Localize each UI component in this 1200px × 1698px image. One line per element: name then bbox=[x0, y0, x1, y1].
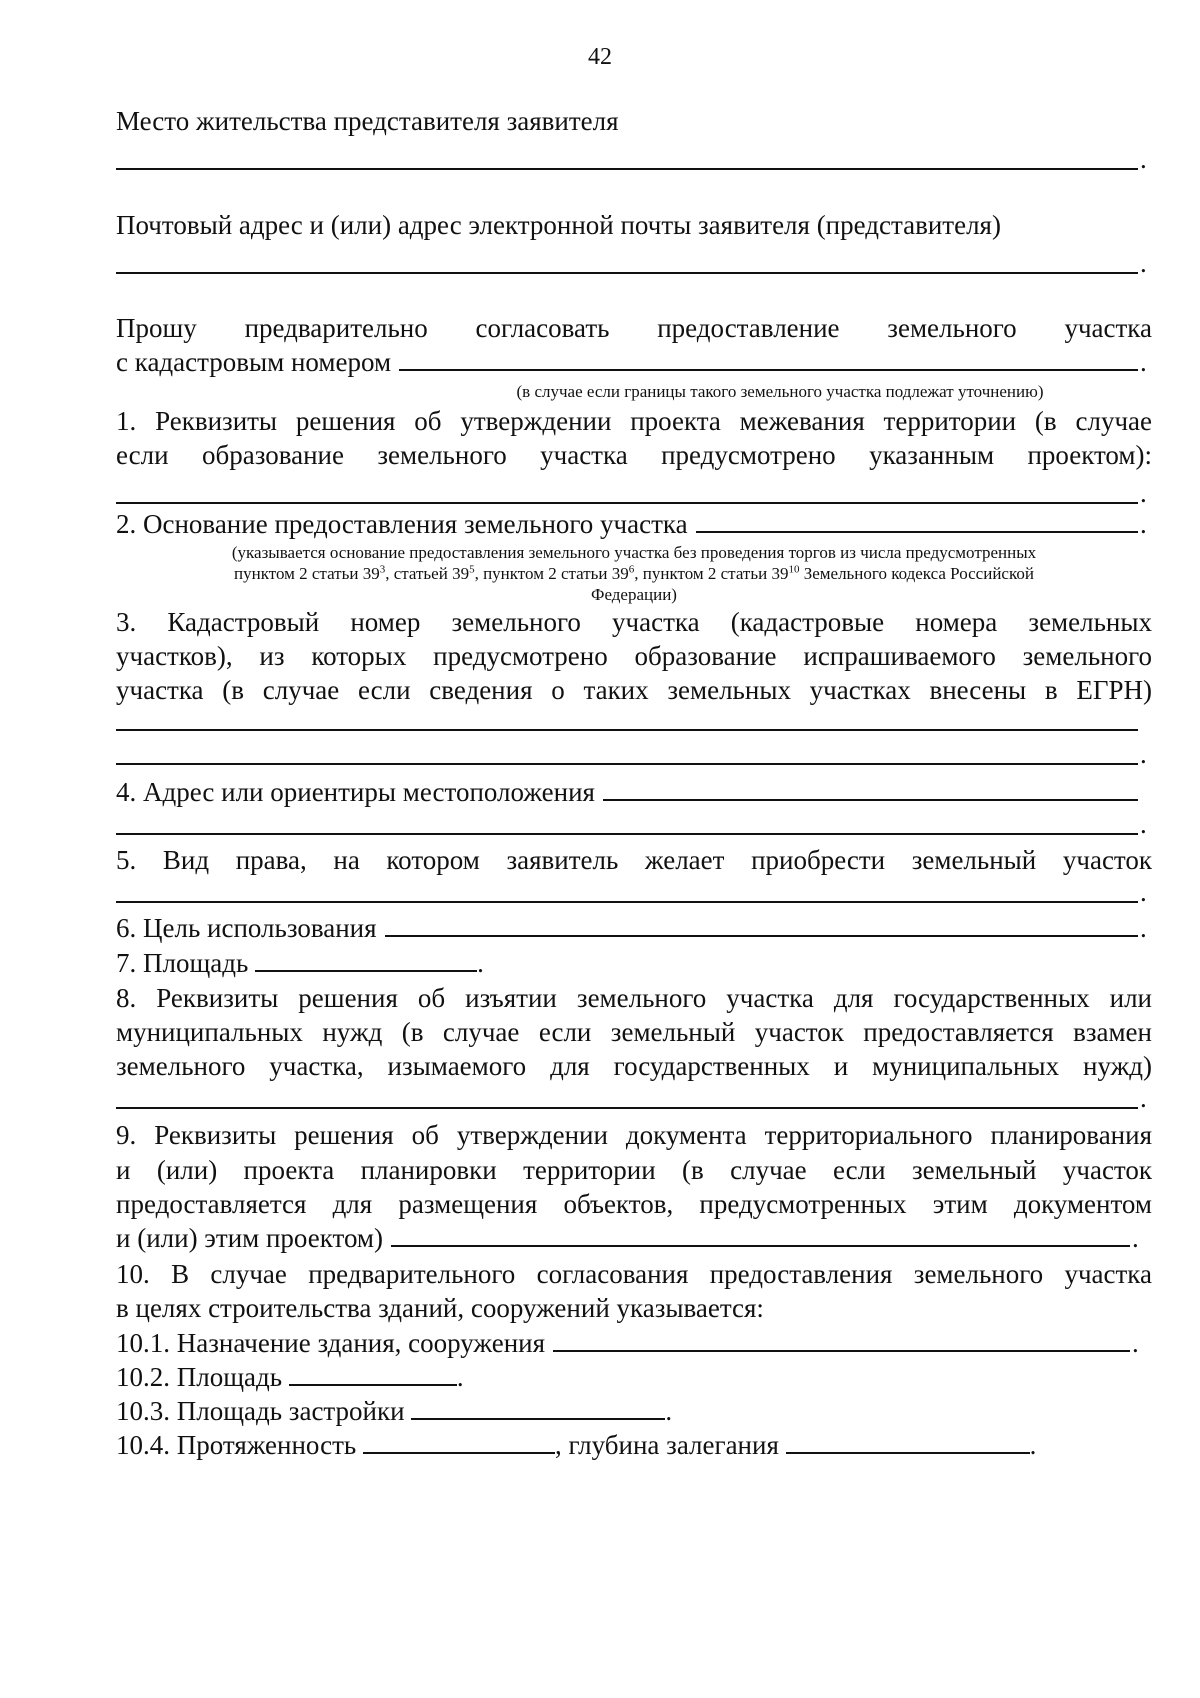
item10-1-row bbox=[116, 1326, 1130, 1360]
page-number: 42 bbox=[588, 44, 612, 70]
postal-address-period: . bbox=[1140, 248, 1147, 278]
item6-field[interactable] bbox=[385, 911, 1138, 937]
cadastral-number-row bbox=[116, 345, 1138, 379]
item1-line-2: если образование земельного участка предусмотрено указанным проектом): bbox=[116, 440, 1152, 470]
cadastral-number-label: с кадастровым номером bbox=[116, 347, 392, 377]
item8-period: . bbox=[1140, 1083, 1147, 1113]
item7-row: 7. Площадь . bbox=[116, 948, 484, 978]
item10-3-row: 10.3. Площадь застройки . bbox=[116, 1396, 673, 1426]
item1-line-1: 1. Реквизиты решения об утверждении проекта межевания территории (в случае bbox=[116, 406, 1152, 436]
item3-line-2: участков), из которых предусмотрено образование испрашиваемого земельного bbox=[116, 641, 1152, 671]
item10-1-label: 10.1. Назначение здания, сооружения bbox=[116, 1328, 546, 1358]
item7-field[interactable] bbox=[255, 946, 477, 972]
item9-field[interactable] bbox=[391, 1221, 1130, 1247]
rep-residence-field[interactable] bbox=[116, 168, 1138, 170]
item10-4-label-length: 10.4. Протяженность bbox=[116, 1430, 357, 1460]
item10-1-period: . bbox=[1132, 1328, 1139, 1358]
item3-field-2[interactable] bbox=[116, 763, 1138, 765]
item10-2-label: 10.2. Площадь bbox=[116, 1362, 283, 1392]
rep-residence-period: . bbox=[1140, 144, 1147, 174]
item4-row bbox=[116, 775, 1138, 809]
cadastral-number-note: (в случае если границы такого земельного участка подлежат уточнению) bbox=[516, 382, 1044, 401]
item6-row bbox=[116, 911, 1138, 945]
item8-line-3: земельного участка, изымаемого для государственных и муниципальных нужд) bbox=[116, 1051, 1152, 1081]
rep-residence-label: Место жительства представителя заявителя bbox=[116, 106, 619, 136]
item8-line-1: 8. Реквизиты решения об изъятии земельного участка для государственных или bbox=[116, 983, 1152, 1013]
cadastral-number-period: . bbox=[1140, 347, 1147, 377]
item5-period: . bbox=[1140, 877, 1147, 907]
item9-row bbox=[116, 1221, 1130, 1255]
item10-line-2: в целях строительства зданий, сооружений указывается: bbox=[116, 1293, 764, 1323]
item10-4-label-depth: , глубина залегания bbox=[554, 1430, 779, 1460]
item2-note-line-3: Федерации) bbox=[591, 585, 677, 604]
item10-4-length-field[interactable] bbox=[363, 1428, 555, 1454]
cadastral-number-field[interactable] bbox=[399, 345, 1138, 371]
postal-address-label: Почтовый адрес и (или) адрес электронной почты заявителя (представителя) bbox=[116, 210, 1001, 240]
item1-period: . bbox=[1140, 478, 1147, 508]
item8-field[interactable] bbox=[116, 1107, 1138, 1109]
item4-period: . bbox=[1140, 809, 1147, 839]
item10-3-field[interactable] bbox=[411, 1394, 665, 1420]
item9-line-1: 9. Реквизиты решения об утверждении документа территориального планирования bbox=[116, 1120, 1152, 1150]
item3-line-1: 3. Кадастровый номер земельного участка (кадастровые номера земельных bbox=[116, 607, 1152, 637]
item10-4-depth-field[interactable] bbox=[786, 1428, 1030, 1454]
item9-line-2: и (или) проекта планировки территории (в случае если земельный участок bbox=[116, 1155, 1152, 1185]
request-line-1: Прошу предварительно согласовать предоставление земельного участка bbox=[116, 313, 1152, 343]
item10-4-row: 10.4. Протяженность , глубина залегания . bbox=[116, 1430, 1037, 1460]
item10-2-row: 10.2. Площадь . bbox=[116, 1362, 464, 1392]
item4-field-1[interactable] bbox=[603, 775, 1138, 801]
item10-2-field[interactable] bbox=[289, 1360, 457, 1386]
item7-label: 7. Площадь bbox=[116, 948, 249, 978]
item5-field[interactable] bbox=[116, 901, 1138, 903]
postal-address-field[interactable] bbox=[116, 272, 1138, 274]
item9-line-4: и (или) этим проектом) bbox=[116, 1223, 384, 1253]
item2-field[interactable] bbox=[696, 507, 1138, 533]
item4-field-2[interactable] bbox=[116, 833, 1138, 835]
item9-line-3: предоставляется для размещения объектов, предусмотренных этим документом bbox=[116, 1189, 1152, 1219]
item3-field-1[interactable] bbox=[116, 729, 1138, 731]
item2-label: 2. Основание предоставления земельного участка bbox=[116, 509, 688, 539]
item10-line-1: 10. В случае предварительного согласования предоставления земельного участка bbox=[116, 1259, 1152, 1289]
item4-label: 4. Адрес или ориентиры местоположения bbox=[116, 777, 595, 807]
item3-line-3: участка (в случае если сведения о таких земельных участках внесены в ЕГРН) bbox=[116, 675, 1152, 705]
item8-line-2: муниципальных нужд (в случае если земельный участок предоставляется взамен bbox=[116, 1017, 1152, 1047]
item9-period: . bbox=[1132, 1223, 1139, 1253]
item6-label: 6. Цель использования bbox=[116, 913, 377, 943]
item10-3-label: 10.3. Площадь застройки bbox=[116, 1396, 405, 1426]
item2-note-line-2: пунктом 2 статьи $39^3$, статьей $39^5$, пунктом 2 статьи $39^6$, пунктом 2 статьи $39^{10}$ Земельного кодекса Российской bbox=[234, 563, 1034, 583]
item6-period: . bbox=[1140, 913, 1147, 943]
item2-period: . bbox=[1140, 509, 1147, 539]
item10-1-field[interactable] bbox=[553, 1326, 1130, 1352]
item2-note-line-1: (указывается основание предоставления земельного участка без проведения торгов из числа предусмотренных bbox=[231, 543, 1037, 562]
item2-row bbox=[116, 507, 1138, 541]
item3-period: . bbox=[1140, 739, 1147, 769]
item1-field[interactable] bbox=[116, 502, 1138, 504]
item5-line: 5. Вид права, на котором заявитель желает приобрести земельный участок bbox=[116, 845, 1152, 875]
